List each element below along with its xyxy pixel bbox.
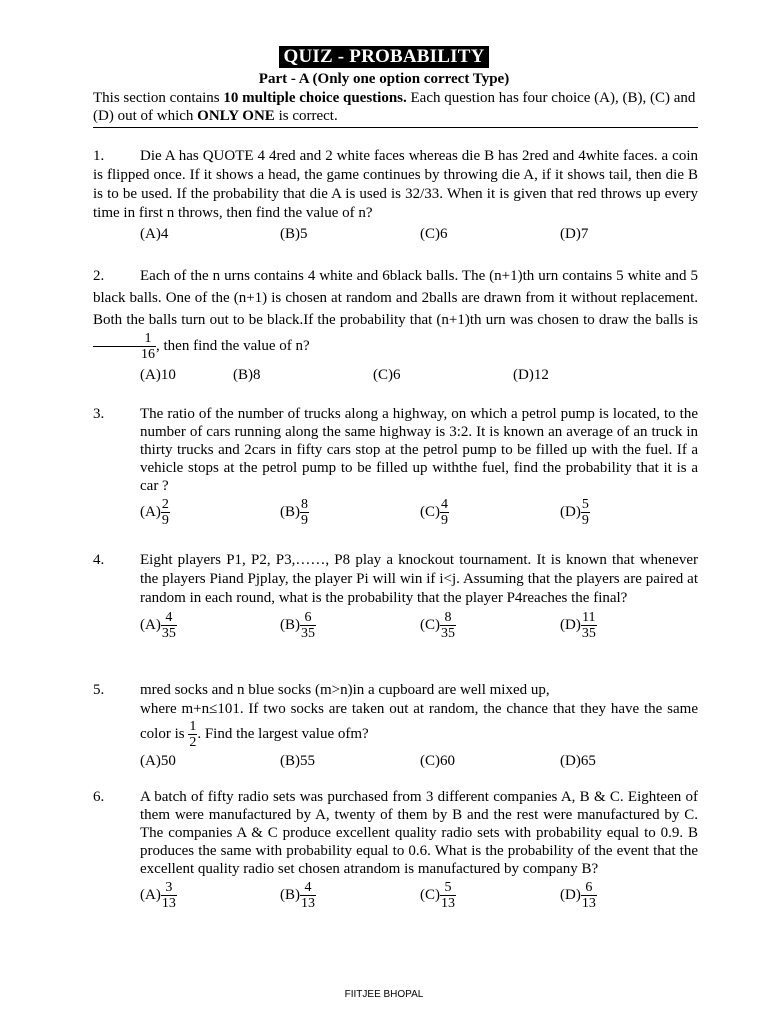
fraction-numerator: 2 [161,497,169,512]
question-2-fraction [93,331,156,362]
question-6-number: 6. [93,789,105,805]
option-label: (B) [280,886,300,903]
fraction-denominator: 35 [441,626,455,641]
option-b[interactable]: (B)8 [233,367,261,383]
fraction-numerator: 3 [161,880,177,896]
option-fraction [161,497,170,528]
fraction-denominator: 35 [161,626,176,641]
question-2-text [93,265,698,362]
option-d[interactable] [560,497,590,528]
option-label: (A) [140,886,161,903]
question-1-number: 1. [93,148,105,164]
question-4-number: 4. [93,552,105,568]
fraction-numerator: 6 [581,880,597,896]
question-5-text [140,681,698,750]
option-a[interactable]: (A)4 [140,226,169,242]
fraction-denominator: 2 [189,735,197,750]
option-c[interactable]: (C)6 [420,226,448,242]
fraction-numerator: 1 [189,719,197,734]
fraction-denominator: 9 [301,513,308,528]
fraction-denominator: 9 [441,513,448,528]
option-label: (A) [140,616,161,633]
question-2-text-a: Each of the n urns contains 4 white and 6black balls. The (n+1)th urn contains 5 white and 5 black balls. One of the (n+1) is chosen at random and 2balls are drawn from it without replacement. Both the balls turn out to be black.If the probability that (n+1)th urn was chosen to draw the balls is [93,268,698,328]
fraction-denominator: 13 [161,896,176,911]
fraction-denominator: 9 [581,513,589,528]
option-d[interactable]: (D)7 [560,226,589,242]
option-a[interactable] [140,497,170,528]
option-label: (D) [560,503,581,520]
question-4-text: Eight players P1, P2, P3,……, P8 play a knockout tournament. It is known that whenever the players Piand Pjplay, the player Pi will win if i<j. Assuming that the players are paired at random in each round, what is the probability that the player P4reaches the final? [140,552,698,606]
option-label: (D) [560,886,581,903]
question-1 [93,147,698,245]
page-title: QUIZ - PROBABILITY [279,46,488,68]
fraction-denominator: 35 [301,626,315,641]
question-2 [93,265,698,384]
option-b[interactable]: (B)5 [280,226,308,242]
option-label: (C) [420,616,440,633]
option-a[interactable]: (A)50 [140,753,176,769]
option-fraction [581,880,597,911]
question-1-options [140,225,698,245]
option-fraction [440,880,456,911]
fraction-numerator: 5 [440,880,456,896]
fraction-denominator: 16 [141,347,155,362]
question-5-fraction [188,719,197,750]
question-6 [93,788,698,916]
option-fraction [440,610,456,641]
question-5-line-2-text: where m+n≤101. If two socks are taken out at random, the chance that they have the same color is [140,701,698,742]
fraction-numerator: 11 [582,610,596,625]
fraction-denominator: 9 [161,513,169,528]
option-fraction [300,880,316,911]
option-fraction [161,880,177,911]
option-label: (B) [280,616,300,633]
question-6-options [140,880,698,916]
question-4-options [140,610,698,646]
option-label: (C) [420,886,440,903]
option-b[interactable] [280,610,316,641]
question-2-text-b: , then find the value of n? [156,337,310,354]
option-label: (C) [420,503,440,520]
fraction-numerator: 5 [581,497,589,512]
option-a[interactable] [140,610,177,641]
question-3-options [140,497,698,533]
intro-bold-only-one: ONLY ONE [197,108,275,124]
option-fraction [300,610,316,641]
intro-mid: Each question has four choice (A), (B), (C) and (D) out of which [93,90,696,124]
option-label: (D) [560,616,581,633]
question-5-line-2 [140,700,698,750]
question-3-text: The ratio of the number of trucks along a highway, on which a petrol pump is located, to the number of cars running along the same highway is 3:2. It is known an average of an truck in thirty trucks and 2cars in fifty cars stop at the petrol pump to be filled up with the fuel. If a vehicle stops at the petrol pump to be filled up withthe fuel, find the probability that it is a car ? [140,406,698,494]
option-a[interactable] [140,880,177,911]
page-footer: FIITJEE BHOPAL [344,989,424,1000]
option-fraction [581,497,590,528]
question-2-number: 2. [93,268,105,284]
fraction-numerator: 4 [300,880,316,896]
question-1-text: Die A has QUOTE 4 4red and 2 white faces whereas die B has 2red and 4white faces. a coin is flipped once. If it shows a head, the game continues by throwing die A, if it shows tail, then die B is to be used. If the probability that die A is used is 32/33. When it is given that red throws up every time in first n throws, then find the value of n? [93,148,698,221]
option-fraction [161,610,177,641]
option-fraction [440,497,449,528]
option-d[interactable] [560,610,597,641]
option-c[interactable] [420,880,456,911]
question-6-text: A batch of fifty radio sets was purchased from 3 different companies A, B & C. Eighteen of them were manufactured by A, twenty of them by B and the rest were manufactured by C. The companies A & C produce excellent quality radio sets with probability equal to 0.9. B produces the same with probability equal to 0.6. What is the probability of the event that the excellent quality radio set chosen atrandom is manufactured by company B? [140,789,698,877]
question-5 [93,681,698,772]
fraction-numerator: 6 [300,610,316,626]
question-5-number: 5. [93,682,105,698]
option-b[interactable]: (B)55 [280,753,315,769]
fraction-numerator: 4 [441,497,448,512]
intro-prefix: This section contains [93,90,224,106]
option-c[interactable] [420,497,449,528]
option-d[interactable] [560,880,597,911]
question-2-options [140,364,698,384]
fraction-denominator: 13 [301,896,315,911]
question-3-number: 3. [93,406,105,422]
intro-suffix: is correct. [274,108,338,124]
fraction-denominator: 35 [581,626,596,641]
question-5-line-1: mred socks and n blue socks (m>n)in a cupboard are well mixed up, [140,682,550,698]
fraction-numerator: 1 [93,331,156,347]
fraction-denominator: 13 [441,896,455,911]
option-d[interactable]: (D)65 [560,753,596,769]
question-4 [93,551,698,646]
option-label: (A) [140,503,161,520]
fraction-denominator: 13 [581,896,596,911]
option-label: (B) [280,503,300,520]
title-bar [0,46,768,68]
option-fraction [581,610,597,641]
fraction-numerator: 8 [301,497,308,512]
question-5-options [140,752,698,772]
fraction-numerator: 4 [161,610,177,626]
instructions [93,89,698,128]
option-b[interactable] [280,497,309,528]
option-c[interactable]: (C)6 [373,367,401,383]
fraction-numerator: 8 [440,610,456,626]
intro-bold-count: 10 multiple choice questions. [223,90,407,106]
option-c[interactable]: (C)60 [420,753,455,769]
question-3 [93,405,698,533]
question-5-line-3: . Find the largest value ofm? [197,725,369,742]
option-fraction [300,497,309,528]
option-b[interactable] [280,880,316,911]
section-subtitle: Part - A (Only one option correct Type) [258,71,510,87]
option-d[interactable]: (D)12 [513,367,549,383]
option-a[interactable]: (A)10 [140,367,176,383]
option-c[interactable] [420,610,456,641]
